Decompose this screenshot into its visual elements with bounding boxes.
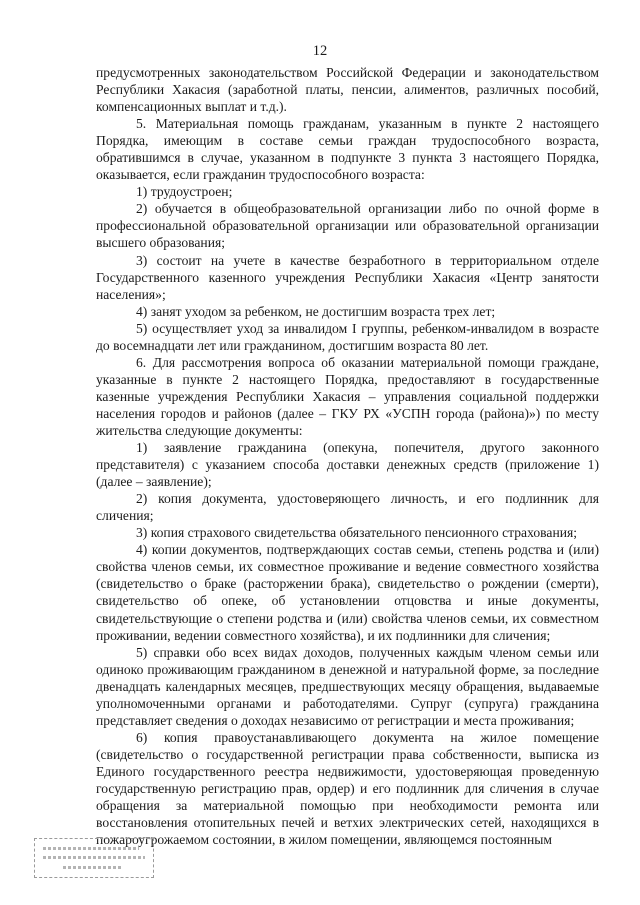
paragraph: 5. Материальная помощь гражданам, указанным в пункте 2 настоящего Порядка, имеющим в составе семьи граждан трудоспособного возраста, обратившимся в случае, указанном в подпункте 3 пункта 3 настоящего Порядка, оказывается, если гражданин трудоспособного возраста: [96,116,599,183]
stamp-line [43,856,145,859]
list-item: 3) копия страхового свидетельства обязательного пенсионного страхования; [136,525,578,541]
stamp-line [43,847,139,850]
registration-stamp [34,838,154,878]
document-body [96,64,599,848]
page-number: 12 [312,43,328,59]
list-item: 1) трудоустроен; [136,184,233,200]
list-item: 4) занят уходом за ребенком, не достигшим возраста трех лет; [136,303,496,319]
list-item: 4) копии документов, подтверждающих состав семьи, степень родства и (или) свойства членов семьи, их совместное проживание и ведение совместного хозяйства (свидетельство о браке (расторжении брака), свидетельство о рождении (смерти), свидетельство об опеке, об установлении отцовства и иные документы, свидетельствующие о степени родства и (или) свойства членов семьи, их совместном проживании, ведении совместного хозяйства), и их подлинники для сличения; [96,542,599,643]
paragraph: предусмотренных законодательством Российской Федерации и законодательством Республики Хакасия (заработной платы, пенсии, алиментов, различных пособий, компенсационных выплат и т.д.). [96,65,599,115]
list-item: 5) осуществляет уход за инвалидом I группы, ребенком-инвалидом в возрасте до восемнадцати лет или гражданином, достигшим возраста 80 лет. [96,320,599,353]
paragraph: 6. Для рассмотрения вопроса об оказании материальной помощи гражданe, указанные в пункте 2 настоящего Порядка, предоставляют в государственные казенные учреждения Республики Хакасия – управления социальной поддержки населения городов и районов (далее – ГКУ РХ «УСПН города (района)») по месту жительства следующие документы: [96,354,599,438]
list-item: 2) обучается в общеобразовательной организации либо по очной форме в профессиональной образовательной организации или образовательной организации высшего образования; [96,201,599,251]
list-item: 3) состоит на учете в качестве безработного в территориальном отделе Государственного казенного учреждения Республики Хакасия «Центр занятости населения»; [96,252,599,302]
list-item: 1) заявление гражданина (опекуна, попечителя, другого законного представителя) с указанием способа доставки денежных средств (приложение 1) (далее – заявление); [96,440,599,490]
stamp-line [63,866,123,869]
list-item: 6) копия правоустанавливающего документа на жилое помещение (свидетельство о государственной регистрации права собственности, выписка из Единого государственного реестра недвижимости, удостоверяющая проведенную государственную регистрацию прав, ордер) и его подлинник для сличения в случае обращения за материальной помощью при необходимости ремонта или восстановления отопительных печей и ветхих электрических сетей, находящихся в пожароугрожаемом состоянии, в жилом помещении, являющемся постоянным [96,729,599,848]
list-item: 2) копия документа, удостоверяющего личность, и его подлинник для сличения; [96,491,599,524]
list-item: 5) справки обо всех видах доходов, полученных каждым членом семьи или одиноко проживающим гражданином в денежной и натуральной форме, за последние двенадцать календарных месяцев, предшествующих месяцу обращения, выдаваемые уполномоченными органами и работодателями. Супруг (супруга) гражданина представляет сведения о доходах независимо от регистрации и места проживания; [96,644,599,728]
